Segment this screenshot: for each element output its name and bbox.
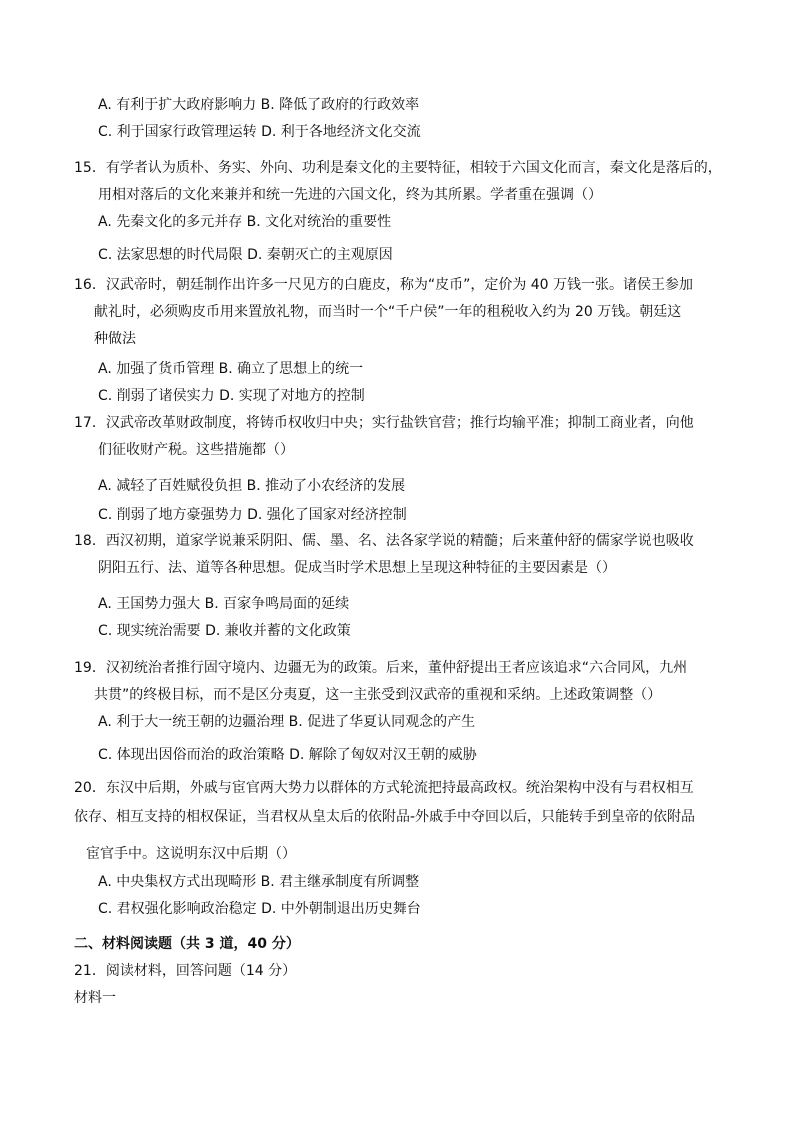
question-21-stem: 21．阅读材料，回答问题（14 分） — [74, 963, 297, 979]
option-line: C. 体现出因俗而治的政治策略 D. 解除了匈奴对汉王朝的威胁 — [98, 747, 477, 763]
option-line: C. 削弱了地方豪强势力 D. 强化了国家对经济控制 — [98, 507, 407, 523]
question-20-stem: 20．东汉中后期，外戚与宦官两大势力以群体的方式轮流把持最高政权。统治架构中没有与君权相互 — [74, 780, 694, 796]
option-line: A. 加强了货币管理 B. 确立了思想上的统一 — [98, 361, 364, 377]
question-16-stem: 种做法 — [94, 331, 136, 347]
option-line: C. 君权强化影响政治稳定 D. 中外朝制退出历史舞台 — [98, 901, 421, 917]
question-17-stem: 17．汉武帝改革财政制度，将铸币权收归中央；实行盐铁官营；推行均输平准；抑制工商业者，向他 — [74, 415, 694, 431]
option-line: A. 减轻了百姓赋役负担 B. 推动了小农经济的发展 — [98, 478, 406, 494]
question-16-stem: 16．汉武帝时，朝廷制作出许多一尺见方的白鹿皮，称为“皮币”，定价为 40 万钱一张。诸侯王参加 — [74, 277, 694, 293]
question-16-stem: 献礼时，必须购皮币用来置放礼物，而当时一个“千户侯”一年的租税收入约为 20 万钱。朝廷这 — [94, 304, 682, 320]
question-19-stem: 共贯”的终极目标，而不是区分夷夏，这一主张受到汉武帝的重视和采纳。上述政策调整（） — [94, 687, 662, 703]
question-19-stem: 19．汉初统治者推行固守境内、边疆无为的政策。后来，董仲舒提出王者应该追求“六合同风，九州 — [74, 660, 688, 676]
material-label: 材料一 — [74, 990, 116, 1006]
option-line: A. 中央集权方式出现畸形 B. 君主继承制度有所调整 — [98, 874, 420, 890]
option-line: A. 王国势力强大 B. 百家争鸣局面的延续 — [98, 596, 350, 612]
option-line: A. 先秦文化的多元并存 B. 文化对统治的重要性 — [98, 214, 392, 230]
option-line: A. 利于大一统王朝的边疆治理 B. 促进了华夏认同观念的产生 — [98, 714, 476, 730]
section-heading: 二、材料阅读题（共 3 道，40 分） — [74, 936, 300, 952]
question-18-stem: 18．西汉初期，道家学说兼采阴阳、儒、墨、名、法各家学说的精髓；后来董仲舒的儒家学说也吸收 — [74, 533, 694, 549]
question-20-stem: 宦官手中。这说明东汉中后期（） — [86, 846, 296, 862]
option-line: C. 削弱了诸侯实力 D. 实现了对地方的控制 — [98, 388, 365, 404]
question-20-stem: 依存、相互支持的相权保证，当君权从皇太后的依附品-外戚手中夺回以后，只能转手到皇帝的依附品 — [74, 809, 696, 825]
question-17-stem: 们征收财产税。这些措施都（） — [98, 442, 294, 458]
option-line: C. 利于国家行政管理运转 D. 利于各地经济文化交流 — [98, 124, 421, 140]
option-line: C. 现实统治需要 D. 兼收并蓄的文化政策 — [98, 623, 351, 639]
question-15-stem: 用相对落后的文化来兼并和统一先进的六国文化，终为其所累。学者重在强调（） — [98, 187, 602, 203]
option-line: A. 有利于扩大政府影响力 B. 降低了政府的行政效率 — [98, 97, 420, 113]
option-line: C. 法家思想的时代局限 D. 秦朝灭亡的主观原因 — [98, 247, 393, 263]
question-15-stem: 15．有学者认为质朴、务实、外向、功利是秦文化的主要特征，相较于六国文化而言，秦文化是落后的， — [74, 160, 722, 176]
question-18-stem: 阴阳五行、法、道等各种思想。促成当时学术思想上呈现这种特征的主要因素是（） — [98, 560, 616, 576]
